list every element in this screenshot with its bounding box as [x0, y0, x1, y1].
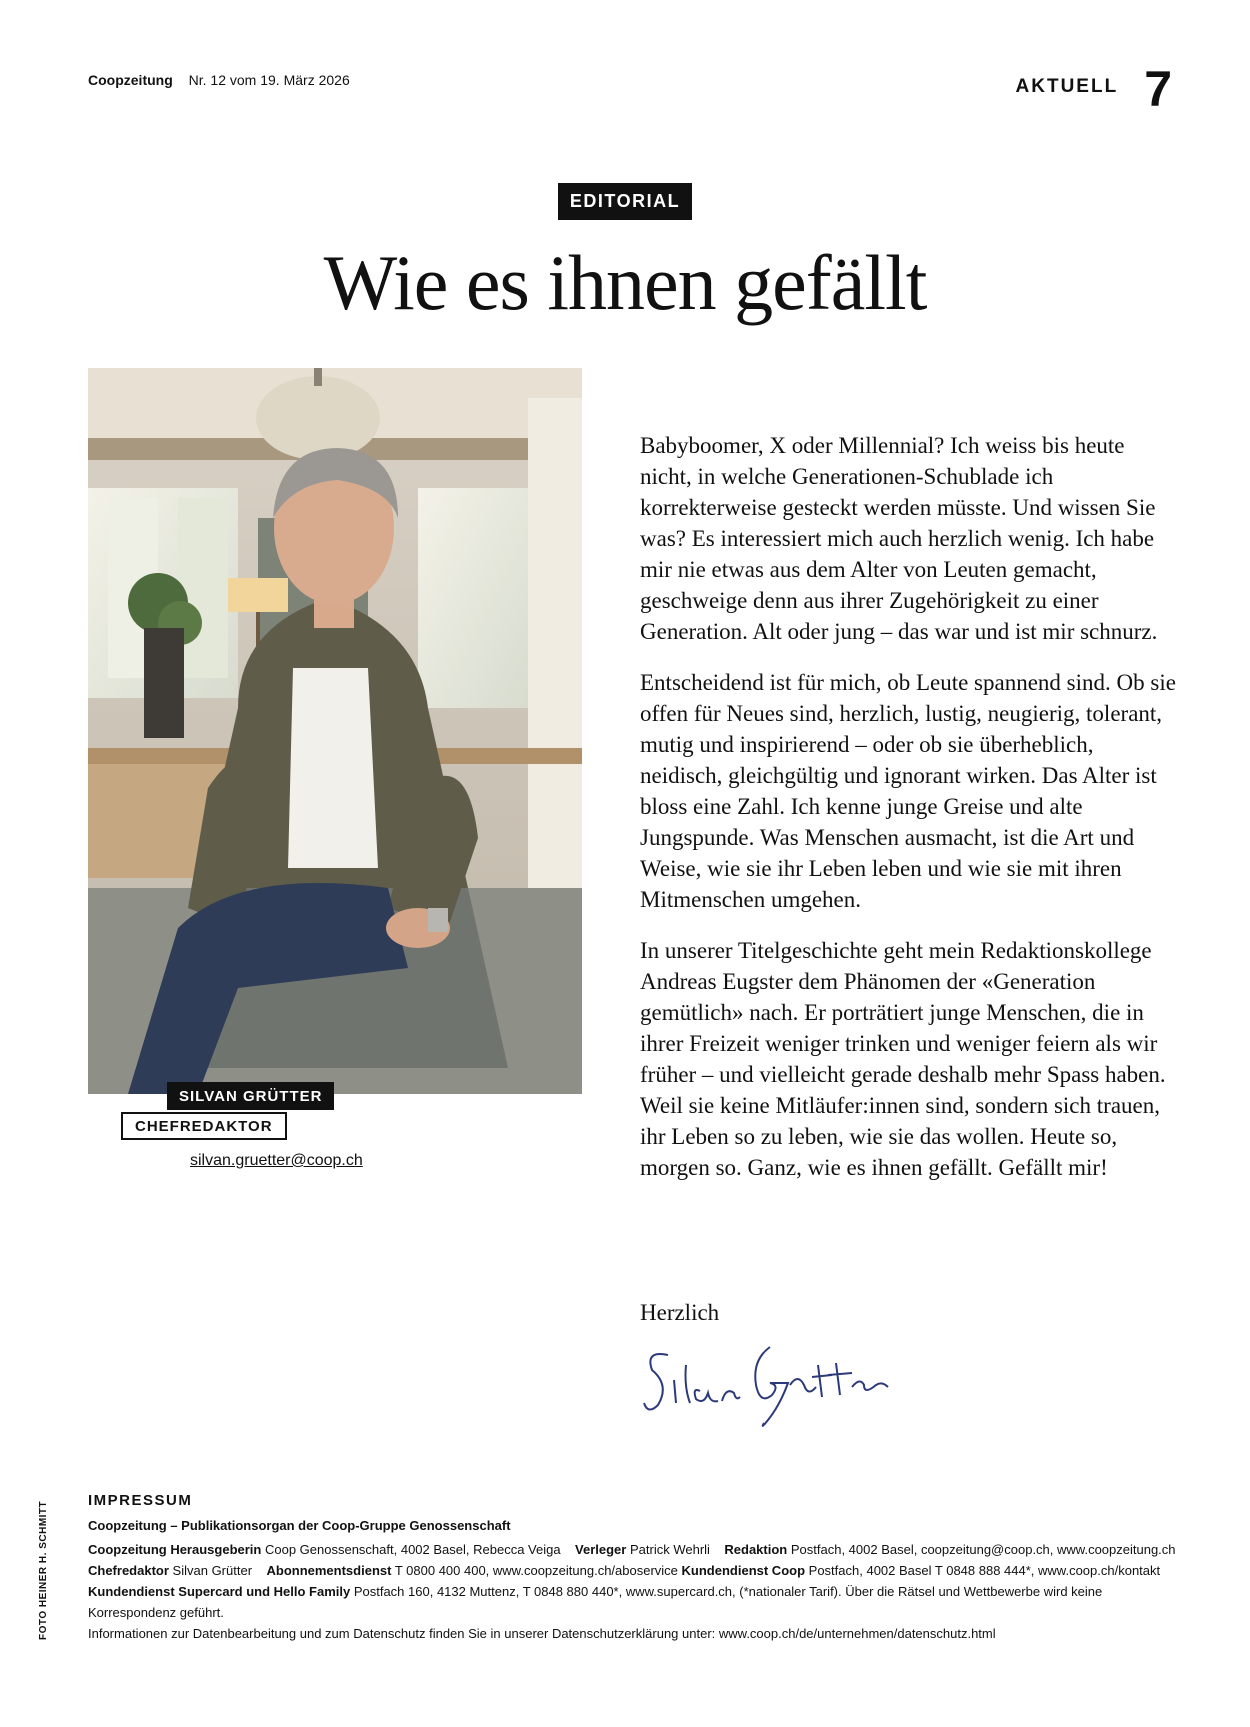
- author-photo: [88, 368, 582, 1094]
- impressum-value: T 0800 400 400, www.coopzeitung.ch/aboservice: [394, 1563, 678, 1578]
- article-body: [640, 430, 1180, 1203]
- impressum-value: Postfach, 4002 Basel T 0848 888 444*, www.coop.ch/kontakt: [808, 1563, 1161, 1578]
- impressum: [88, 1490, 1188, 1644]
- author-email-link[interactable]: silvan.gruetter@coop.ch: [190, 1152, 363, 1169]
- impressum-privacy: Informationen zur Datenbearbeitung und zum Datenschutz finden Sie in unserer Datenschutzerklärung unter: www.coop.ch/de/unternehmen/datenschutz.html: [88, 1626, 996, 1641]
- kicker-container: [0, 183, 1250, 220]
- signature-drawing: [640, 1325, 900, 1435]
- author-name: SILVAN GRÜTTER: [167, 1082, 334, 1110]
- impressum-label: Verleger: [575, 1542, 627, 1557]
- author-photo-illustration: [88, 368, 582, 1094]
- impressum-value: Postfach 160, 4132 Muttenz, T 0848 880 440*, www.supercard.ch, (*nationaler Tarif). Über die Rätsel und Wettbewerbe wird keine Korrespondenz geführt.: [88, 1584, 1103, 1620]
- headline: Wie es ihnen gefällt: [323, 239, 927, 326]
- impressum-value: Coop Genossenschaft, 4002 Basel, Rebecca Veiga: [264, 1542, 561, 1557]
- impressum-label: Redaktion: [724, 1542, 788, 1557]
- section-header: [1015, 61, 1172, 117]
- impressum-label: Kundendienst Coop: [681, 1563, 806, 1578]
- impressum-value: Silvan Grütter: [172, 1563, 253, 1578]
- author-role: CHEFREDAKTOR: [121, 1112, 287, 1140]
- impressum-value: Patrick Wehrli: [629, 1542, 710, 1557]
- issue-info: Nr. 12 vom 19. März 2026: [188, 72, 350, 88]
- editorial-kicker: EDITORIAL: [558, 183, 692, 220]
- impressum-label: Kundendienst Supercard und Hello Family: [88, 1584, 351, 1599]
- article-paragraph: Entscheidend ist für mich, ob Leute spannend sind. Ob sie offen für Neues sind, herzlich, lustig, neugierig, tolerant, mutig und inspirierend – oder ob sie überheblich, neidisch, gleichgültig und ignorant wirken. Das Alter ist bloss eine Zahl. Ich kenne junge Greise und alte Jungspunde. Was Menschen ausmacht, ist die Art und Weise, wie sie ihr Leben leben und wie sie mit ihren Mitmenschen umgehen.: [640, 670, 1176, 912]
- handwritten-signature: [640, 1325, 900, 1440]
- page-number: 7: [1144, 61, 1172, 117]
- impressum-details: [88, 1539, 1188, 1623]
- impressum-tagline: Coopzeitung – Publikationsorgan der Coop-Gruppe Genossenschaft: [88, 1518, 511, 1533]
- article-paragraph: Babyboomer, X oder Millennial? Ich weiss bis heute nicht, in welche Generationen-Schublade ich korrekterweise gesteckt werden müsste. Und wissen Sie was? Es interessiert mich auch herzlich wenig. Ich habe mir nie etwas aus dem Alter von Leuten gemacht, geschweige denn aus ihrer Zugehörigkeit zu einer Generation. Alt oder jung – das war und ist mir schnurz.: [640, 433, 1158, 644]
- section-label: AKTUELL: [1015, 76, 1119, 97]
- article-paragraph: In unserer Titelgeschichte geht mein Redaktionskollege Andreas Eugster dem Phänomen der «Generation gemütlich» nach. Er porträtiert junge Menschen, die in ihrer Freizeit weniger trinken und weniger feiern als wir früher – und vielleicht gerade deshalb mehr Spass haben. Weil sie keine Mitläufer:innen sind, sondern sich trauen, ihr Leben so zu leben, wie sie das wollen. Heute so, morgen so. Ganz, wie es ihnen gefällt. Gefällt mir!: [640, 938, 1166, 1180]
- publication-name: Coopzeitung: [88, 72, 173, 88]
- impressum-value: Postfach, 4002 Basel, coopzeitung@coop.ch, www.coopzeitung.ch: [790, 1542, 1176, 1557]
- impressum-label: Coopzeitung Herausgeberin: [88, 1542, 262, 1557]
- signoff: Herzlich: [640, 1300, 720, 1325]
- impressum-label: Chefredaktor: [88, 1563, 169, 1578]
- impressum-title: IMPRESSUM: [88, 1492, 193, 1509]
- photo-credit: FOTO HEINER H. SCHMITT: [38, 1500, 49, 1640]
- impressum-label: Abonnementsdienst: [266, 1563, 392, 1578]
- masthead-info: [88, 72, 350, 88]
